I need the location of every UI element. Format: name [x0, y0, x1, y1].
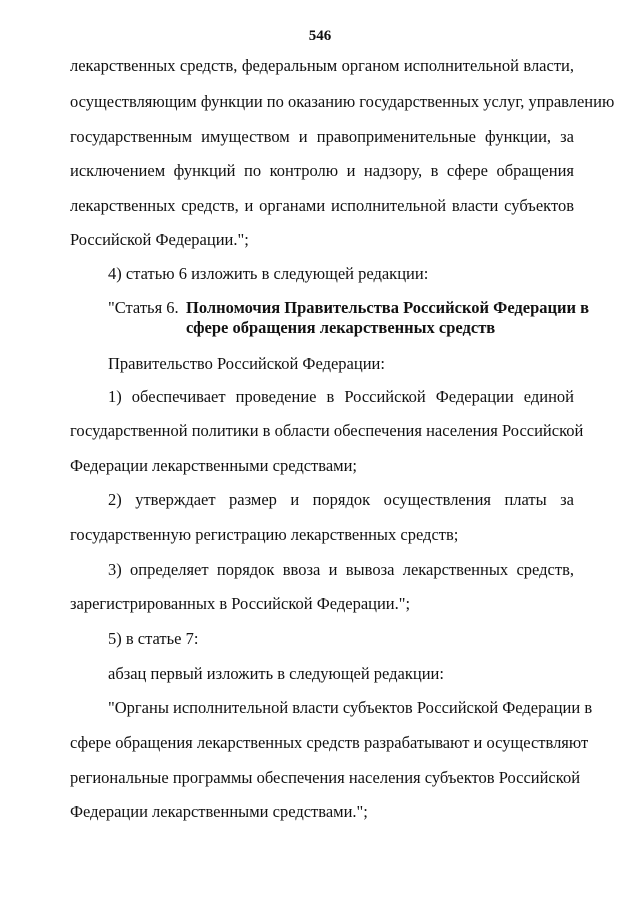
text-line: Российской Федерации.";: [70, 230, 249, 249]
text-line: 1) обеспечивает проведение в Российской Федерации единой: [108, 387, 574, 406]
article-title-line: сфере обращения лекарственных средств: [186, 318, 496, 337]
text-line: Федерации лекарственными средствами.";: [70, 802, 368, 821]
text-line: лекарственных средств, федеральным органом исполнительной власти,: [70, 56, 574, 75]
text-line: 5) в статье 7:: [108, 629, 199, 648]
text-line: государственной политики в области обеспечения населения Российской: [70, 421, 584, 440]
text-line: осуществляющим функции по оказанию государственных услуг, управлению: [70, 92, 615, 111]
text-line: государственную регистрацию лекарственных средств;: [70, 525, 459, 544]
text-line: "Органы исполнительной власти субъектов Российской Федерации в: [108, 698, 593, 717]
text-line: 2) утверждает размер и порядок осуществления платы за: [108, 490, 574, 509]
text-line: сфере обращения лекарственных средств разрабатывают и осуществляют: [70, 733, 589, 752]
text-line: государственным имуществом и правоприменительные функции, за: [70, 127, 574, 146]
article-label: "Статья 6.: [108, 298, 179, 317]
text-line: лекарственных средств, и органами исполнительной власти субъектов: [70, 196, 574, 215]
text-line: исключением функций по контролю и надзору, в сфере обращения: [70, 161, 574, 180]
text-line: Федерации лекарственными средствами;: [70, 456, 358, 475]
text-line: 4) статью 6 изложить в следующей редакции:: [108, 264, 429, 283]
text-line: зарегистрированных в Российской Федерации.";: [70, 594, 411, 613]
text-line: 3) определяет порядок ввоза и вывоза лекарственных средств,: [108, 560, 574, 579]
text-line: абзац первый изложить в следующей редакции:: [108, 664, 444, 683]
text-line: Правительство Российской Федерации:: [108, 354, 385, 373]
page-number: 546: [308, 28, 332, 44]
text-line: региональные программы обеспечения населения субъектов Российской: [70, 768, 581, 787]
article-title-line: Полномочия Правительства Российской Федерации в: [186, 298, 590, 317]
